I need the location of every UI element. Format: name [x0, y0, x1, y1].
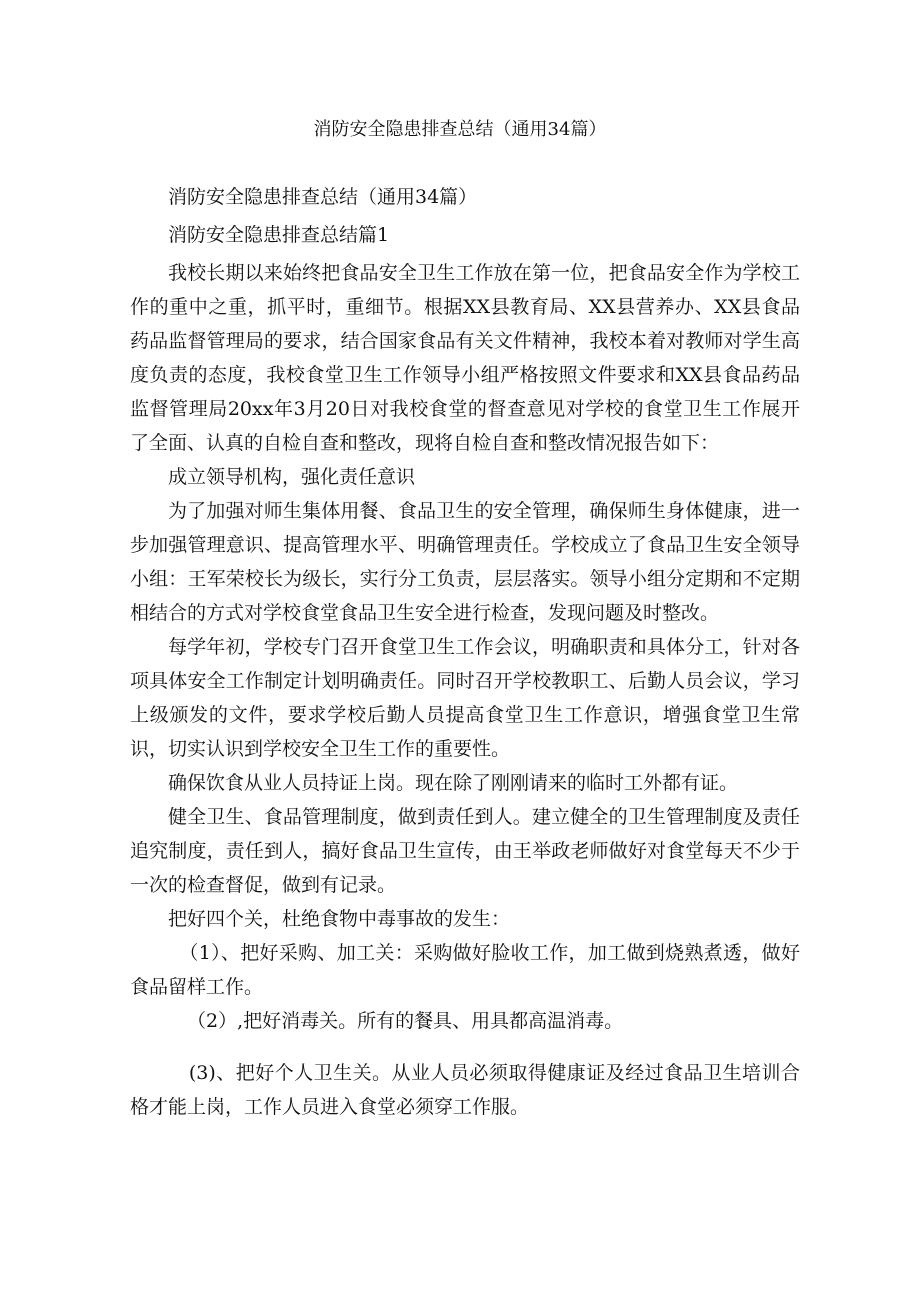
body-paragraph: 确保饮食从业人员持证上岗。现在除了刚刚请来的临时工外都有证。 [168, 772, 739, 794]
list-item: (3)、把好个人卫生关。从业人员必须取得健康证及经过食品卫生培训合格才能上岗，工作人员进入食堂必须穿工作服。 [130, 1062, 800, 1118]
body-paragraph: 把好四个关，杜绝食物中毒事故的发生： [168, 908, 511, 930]
subtitle-paragraph: 消防安全隐患排查总结（通用34篇） [168, 186, 478, 208]
document-body [130, 180, 800, 1124]
list-item: （2）,把好消毒关。所有的餐具、用具都高温消毒。 [187, 1010, 624, 1032]
body-paragraph: 每学年初，学校专门召开食堂卫生工作会议，明确职责和具体分工，针对各项具体安全工作制定计划明确责任。同时召开学校教职工、后勤人员会议，学习上级颁发的文件，要求学校后勤人员提高食堂卫生工作意识，增强食堂卫生常识，切实认识到学校安全卫生工作的重要性。 [130, 636, 800, 760]
body-paragraph: 健全卫生、食品管理制度，做到责任到人。建立健全的卫生管理制度及责任追究制度，责任到人，搞好食品卫生宣传，由王举政老师做好对食堂每天不少于一次的检查督促，做到有记录。 [130, 806, 800, 896]
list-item: （1）、把好采购、加工关：采购做好脸收工作，加工做到烧熟煮透，做好食品留样工作。 [130, 942, 800, 998]
section-heading: 成立领导机构，强化责任意识 [168, 466, 416, 488]
body-paragraph: 为了加强对师生集体用餐、食品卫生的安全管理，确保师生身体健康，进一步加强管理意识、提高管理水平、明确管理责任。学校成立了食品卫生安全领导小组：王军荣校长为级长，实行分工负责，层层落实。领导小组分定期和不定期相结合的方式对学校食堂食品卫生安全进行检查，发现问题及时整改。 [130, 500, 800, 624]
section-heading: 消防安全隐患排查总结篇1 [168, 224, 390, 246]
body-paragraph: 我校长期以来始终把食品安全卫生工作放在第一位，把食品安全作为学校工作的重中之重，抓平时，重细节。根据XX县教育局、XX县营养办、XX县食品药品监督管理局的要求，结合国家食品有关文件精神，我校本着对教师对学生高度负责的态度，我校食堂卫生工作领导小组严格按照文件要求和XX县食品药品监督管理局20xx年3月20日对我校食堂的督查意见对学校的食堂卫生工作展开了全面、认真的自检自查和整改，现将自检自查和整改情况报告如下： [130, 262, 800, 454]
document-title: 消防安全隐患排查总结（通用34篇） [313, 119, 607, 140]
